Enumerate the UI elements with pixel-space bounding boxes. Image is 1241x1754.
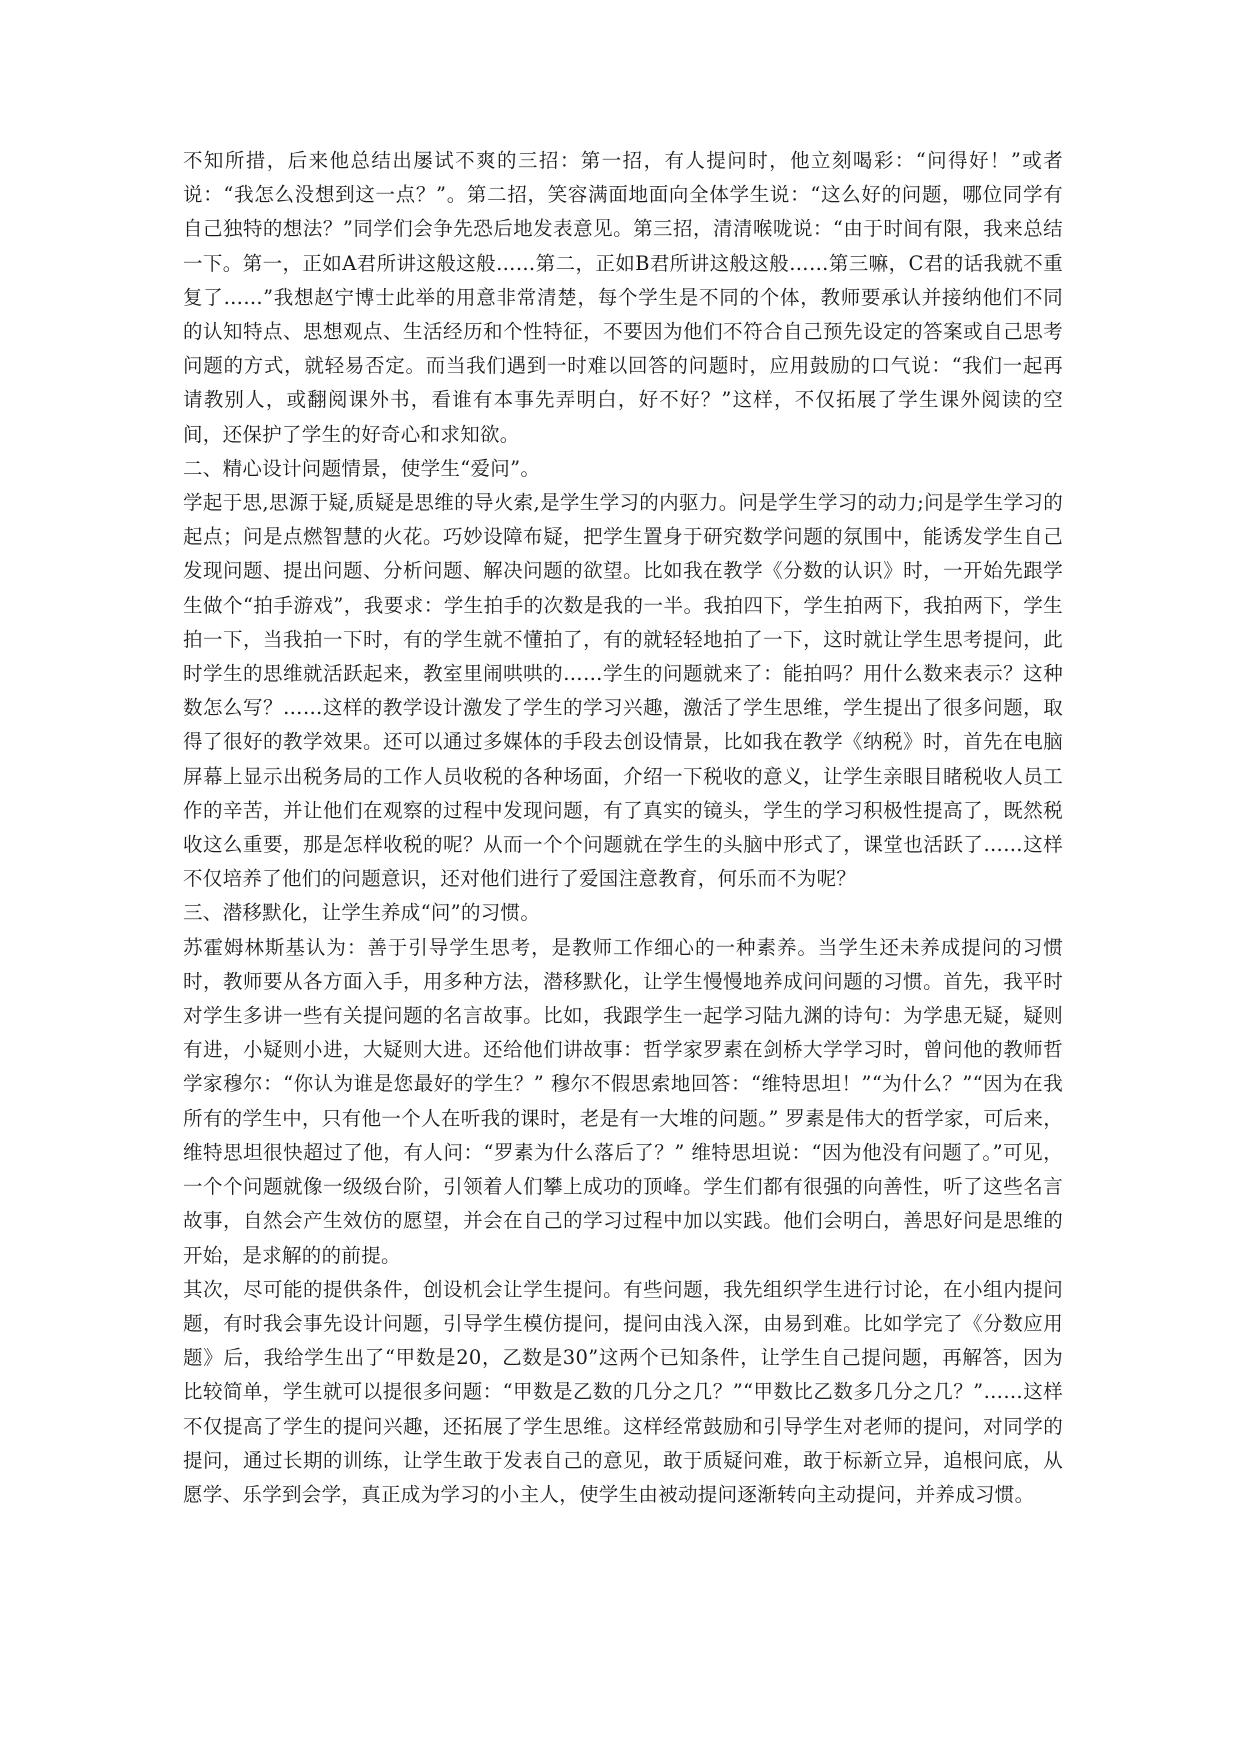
- section-heading-3: 三、潜移默化，让学生养成“问”的习惯。: [183, 901, 541, 925]
- section-heading-2: 二、精心设计问题情景，使学生“爱问”。: [183, 456, 541, 480]
- paragraph-3: 苏霍姆林斯基认为：善于引导学生思考，是教师工作细心的一种素养。当学生还未养成提问的习惯时，教师要从各方面入手，用多种方法，潜移默化，让学生慢慢地养成问问题的习惯。首先，我平时对学生多讲一些有关提问题的名言故事。比如，我跟学生一起学习陆九渊的诗句：为学患无疑，疑则有进，小疑则小进，大疑则大进。还给他们讲故事：哲学家罗素在剑桥大学学习时，曾问他的教师哲学家穆尔：“你认为谁是您最好的学生？” 穆尔不假思索地回答：“维特思坦！”“为什么？”“因为在我所有的学生中，只有他一个人在听我的课时，老是有一大堆的问题。” 罗素是伟大的哲学家，可后来，维特思坦很快超过了他，有人问：“罗素为什么落后了？” 维特思坦说：“因为他没有问题了。”可见，一个个问题就像一级级台阶，引领着人们攀上成功的顶峰。学生们都有很强的向善性，听了这些名言故事，自然会产生效仿的愿望，并会在自己的学习过程中加以实践。他们会明白，善思好问是思维的开始，是求解的的前提。: [183, 935, 1063, 1267]
- paragraph-2: 学起于思,思源于疑,质疑是思维的导火索,是学生学习的内驱力。问是学生学习的动力;问是学生学习的起点；问是点燃智慧的火花。巧妙设障布疑，把学生置身于研究数学问题的氛围中，能诱发学生自己发现问题、提出问题、分析问题、解决问题的欲望。比如我在教学《分数的认识》时，一开始先跟学生做个“拍手游戏”，我要求：学生拍手的次数是我的一半。我拍四下，学生拍两下，我拍两下，学生拍一下，当我拍一下时，有的学生就不懂拍了，有的就轻轻地拍了一下，这时就让学生思考提问，此时学生的思维就活跃起来，教室里闹哄哄的……学生的问题就来了：能拍吗？用什么数来表示？这种数怎么写？……这样的教学设计激发了学生的学习兴趣，激活了学生思维，学生提出了很多问题，取得了很好的教学效果。还可以通过多媒体的手段去创设情景，比如我在教学《纳税》时，首先在电脑屏幕上显示出税务局的工作人员收税的各种场面，介绍一下税收的意义，让学生亲眼目睹税收人员工作的辛苦，并让他们在观察的过程中发现问题，有了真实的镜头，学生的学习积极性提高了，既然税收这么重要，那是怎样收税的呢？从而一个个问题就在学生的头脑中形式了，课堂也活跃了……这样不仅培养了他们的问题意识，还对他们进行了爱国注意教育，何乐而不为呢？: [183, 491, 1063, 891]
- paragraph-1: 不知所措，后来他总结出屡试不爽的三招：第一招，有人提问时，他立刻喝彩：“问得好！”或者说：“我怎么没想到这一点？”。第二招，笑容满面地面向全体学生说：“这么好的问题，哪位同学有自己独特的想法？”同学们会争先恐后地发表意见。第三招，清清喉咙说：“由于时间有限，我来总结一下。第一，正如A君所讲这般这般……第二，正如B君所讲这般这般……第三嘛，C君的话我就不重复了……”我想赵宁博士此举的用意非常清楚，每个学生是不同的个体，教师要承认并接纳他们不同的认知特点、思想观点、生活经历和个性特征，不要因为他们不符合自己预先设定的答案或自己思考问题的方式，就轻易否定。而当我们遇到一时难以回答的问题时，应用鼓励的口气说：“我们一起再请教别人，或翻阅课外书，看谁有本事先弄明白，好不好？”这样，不仅拓展了学生课外阅读的空间，还保护了学生的好奇心和求知欲。: [183, 149, 1063, 446]
- paragraph-4: 其次，尽可能的提供条件，创设机会让学生提问。有些问题，我先组织学生进行讨论，在小组内提问题，有时我会事先设计问题，引导学生模仿提问，提问由浅入深，由易到难。比如学完了《分数应用题》后，我给学生出了“甲数是20，乙数是30”这两个已知条件，让学生自己提问题，再解答，因为比较简单，学生就可以提很多问题：“甲数是乙数的几分之几？”“甲数比乙数多几分之几？”……这样不仅提高了学生的提问兴趣，还拓展了学生思维。这样经常鼓励和引导学生对老师的提问，对同学的提问，通过长期的训练，让学生敢于发表自己的意见，敢于质疑问难，敢于标新立异，追根问底，从愿学、乐学到会学，真正成为学习的小主人，使学生由被动提问逐渐转向主动提问，并养成习惯。: [183, 1277, 1063, 1506]
- document-page: [183, 144, 1063, 1512]
